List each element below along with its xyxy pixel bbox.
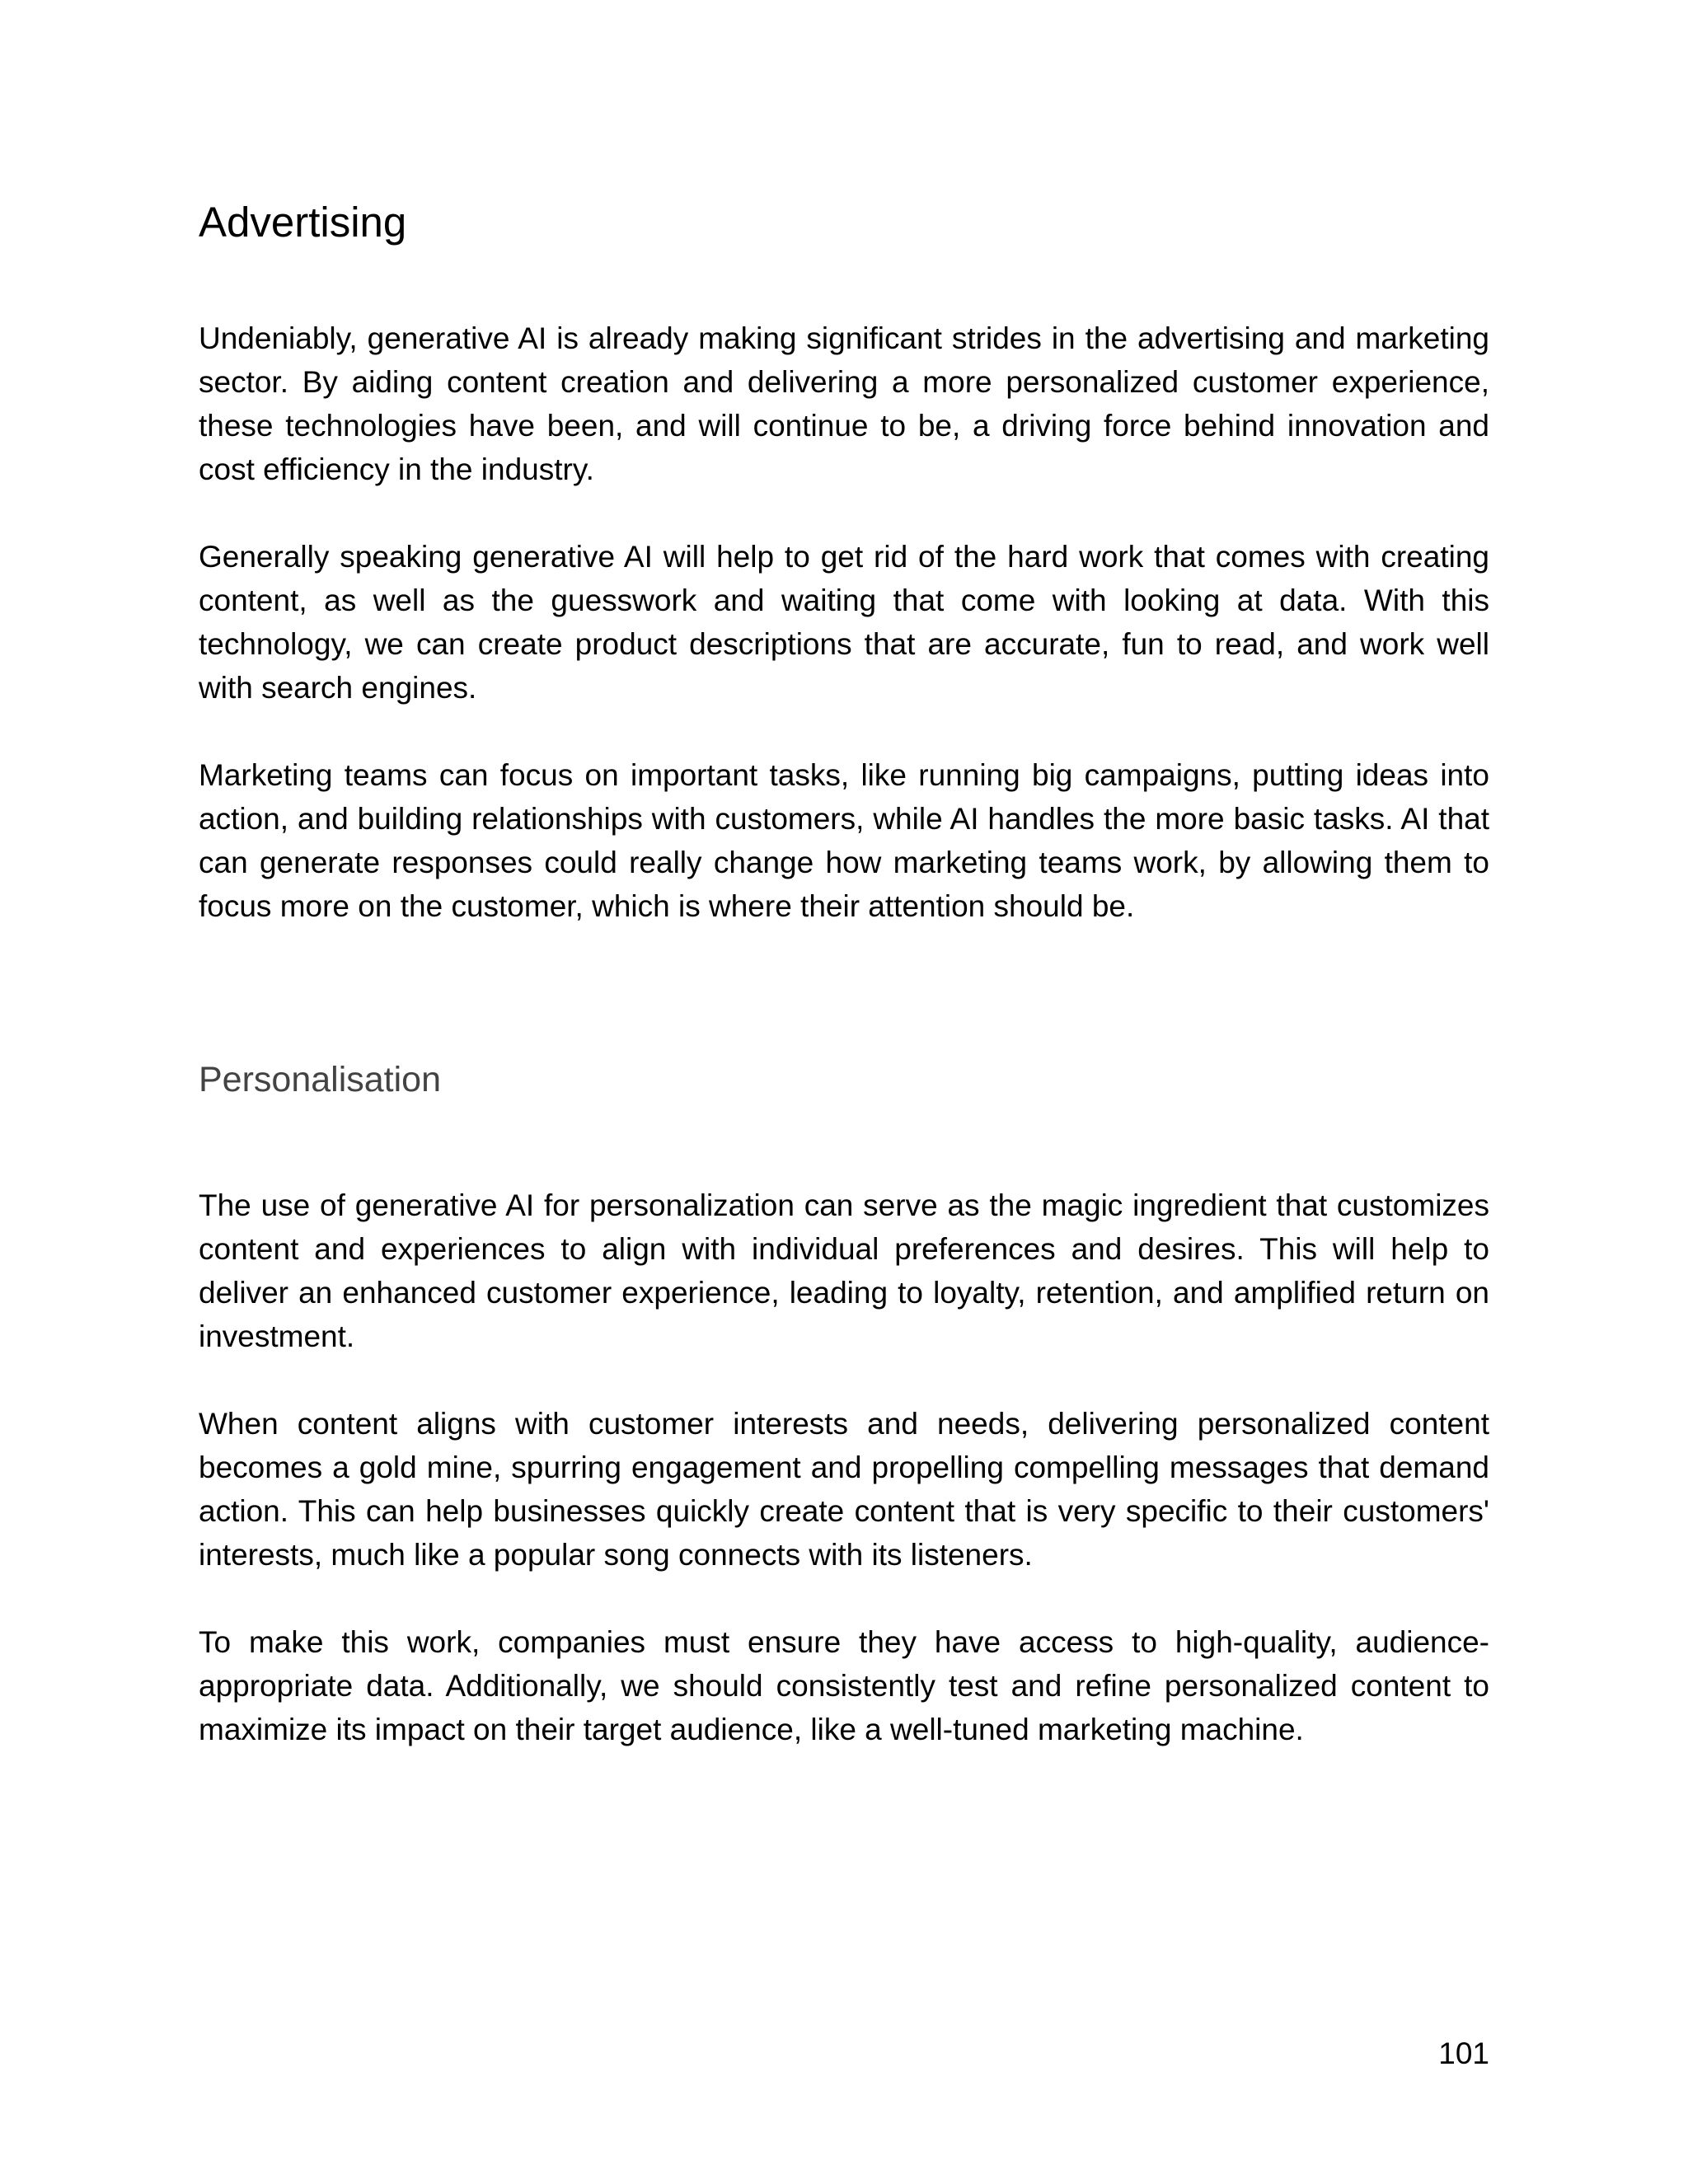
- paragraph: Generally speaking generative AI will help to get rid of the hard work that comes with creating content, as well as the guesswork and waiting that come with looking at data. With this technology, we can create product descriptions that are accurate, fun to read, and work well with search engines.: [199, 540, 1489, 705]
- section-heading-advertising: Advertising: [199, 199, 407, 246]
- page-number: 101: [1438, 2036, 1489, 2070]
- section-personalisation: [199, 1057, 1489, 1751]
- section-heading-personalisation: Personalisation: [199, 1060, 442, 1099]
- paragraph: Undeniably, generative AI is already making significant strides in the advertising and marketing sector. By aiding content creation and delivering a more personalized customer experience, these technologies have been, and will continue to be, a driving force behind innovation and cost efficiency in the industry.: [199, 321, 1489, 486]
- paragraph: The use of generative AI for personalization can serve as the magic ingredient that customizes content and experiences to align with individual preferences and desires. This will help to deliver an enhanced customer experience, leading to loyalty, retention, and amplified return on investment.: [199, 1188, 1489, 1353]
- paragraph: When content aligns with customer interests and needs, delivering personalized content becomes a gold mine, spurring engagement and propelling compelling messages that demand action. This can help businesses quickly create content that is very specific to their customers' interests, much like a popular song connects with its listeners.: [199, 1407, 1489, 1572]
- paragraph: Marketing teams can focus on important tasks, like running big campaigns, putting ideas into action, and building relationships with customers, while AI handles the more basic tasks. AI that can generate responses could really change how marketing teams work, by allowing them to focus more on the customer, which is where their attention should be.: [199, 758, 1489, 923]
- section-advertising: [199, 196, 1489, 928]
- paragraph: To make this work, companies must ensure they have access to high-quality, audience-appropriate data. Additionally, we should consistently test and refine personalized content to maximize its impact on their target audience, like a well-tuned marketing machine.: [199, 1625, 1489, 1746]
